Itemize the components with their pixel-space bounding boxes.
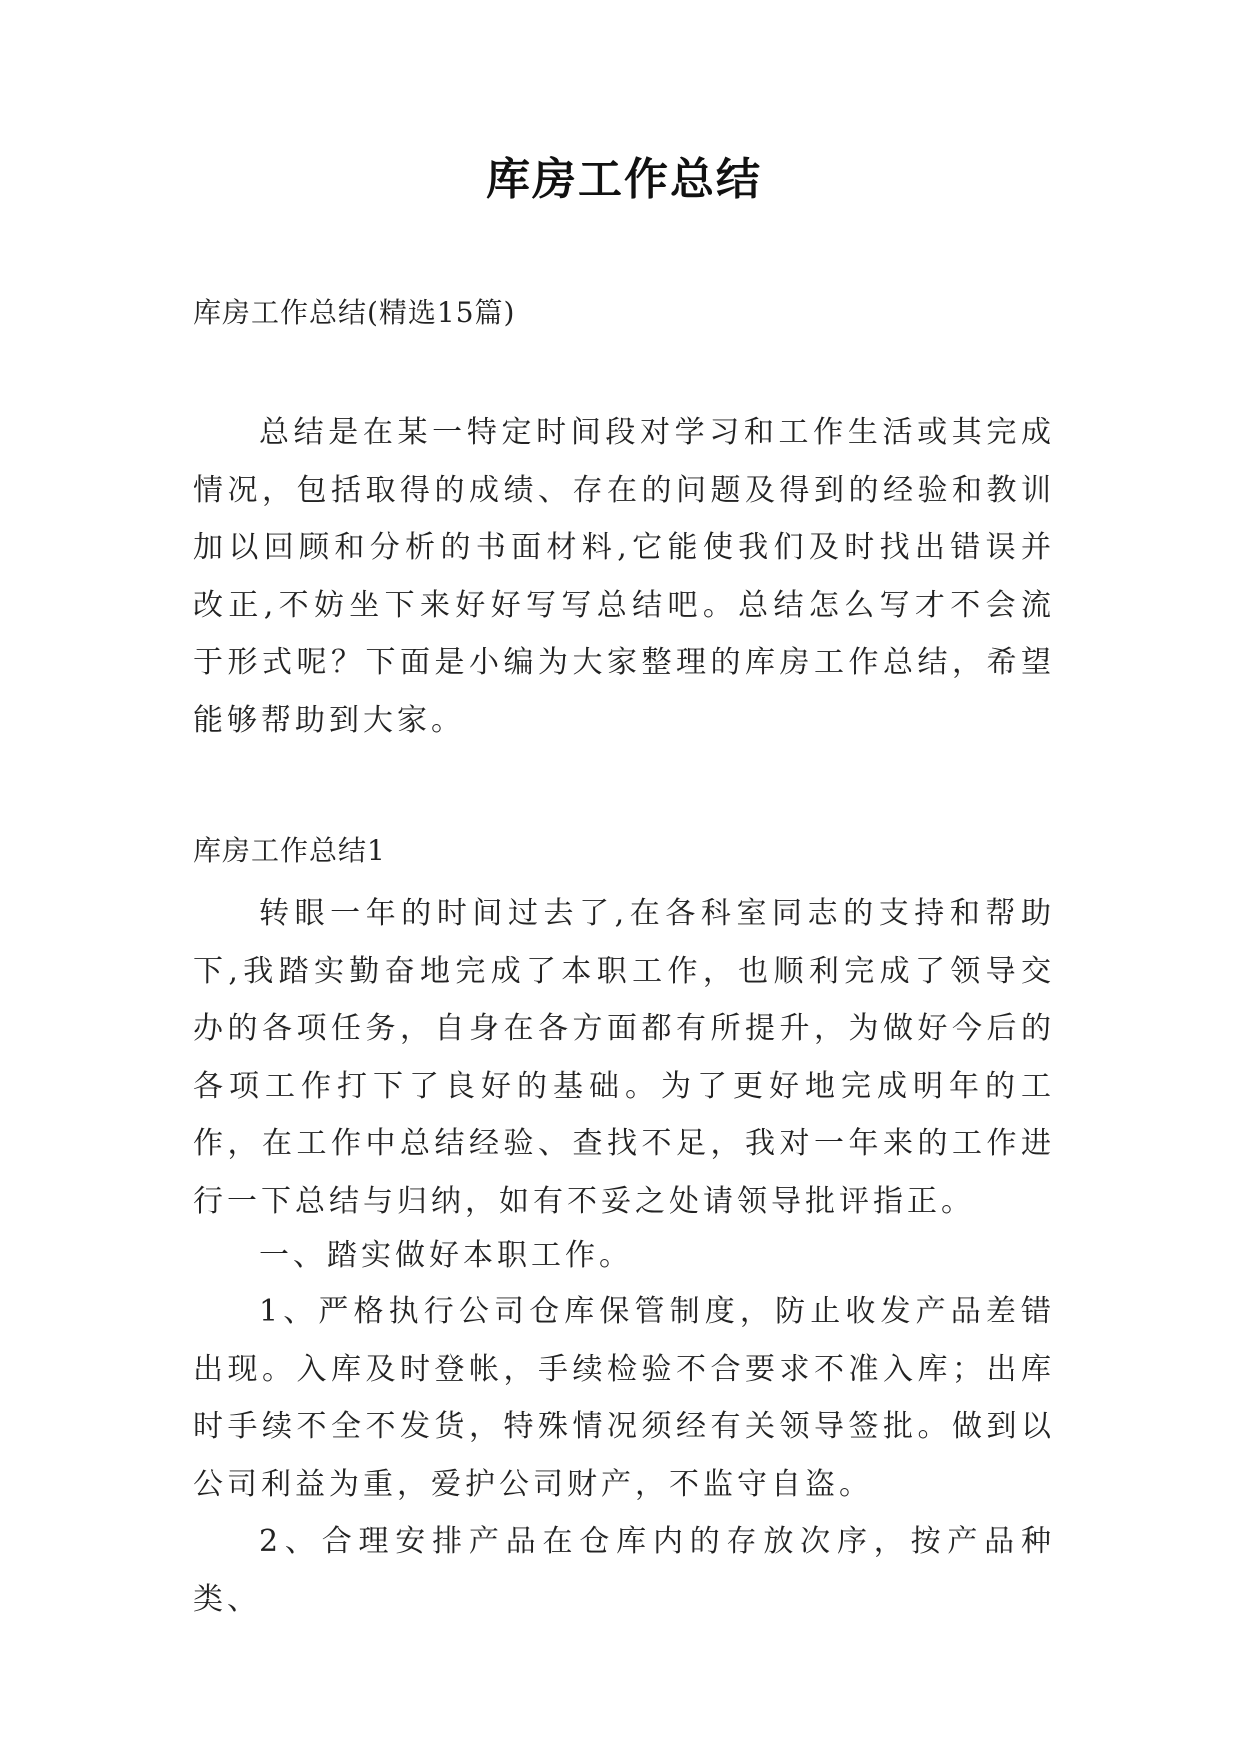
document-title: 库房工作总结 xyxy=(486,154,762,205)
body-paragraph: 转眼一年的时间过去了,在各科室同志的支持和帮助下,我踏实勤奋地完成了本职工作，也顺利完成了领导交办的各项任务，自身在各方面都有所提升，为做好今后的各项工作打下了良好的基础。为了更好地完成明年的工作，在工作中总结经验、查找不足，我对一年来的工作进行一下总结与归纳，如有不妥之处请领导批评指正。 xyxy=(193,896,1055,1219)
section-title: 库房工作总结1 xyxy=(193,834,386,867)
list-item: 2、合理安排产品在仓库内的存放次序，按产品种类、 xyxy=(193,1524,1055,1617)
list-heading: 一、踏实做好本职工作。 xyxy=(259,1238,633,1273)
document-subtitle: 库房工作总结(精选15篇) xyxy=(193,296,516,329)
intro-paragraph: 总结是在某一特定时间段对学习和工作生活或其完成情况，包括取得的成绩、存在的问题及得到的经验和教训加以回顾和分析的书面材料,它能使我们及时找出错误并改正,不妨坐下来好好写写总结吧。总结怎么写才不会流于形式呢？下面是小编为大家整理的库房工作总结，希望能够帮助到大家。 xyxy=(193,415,1055,738)
list-item: 1、严格执行公司仓库保管制度，防止收发产品差错出现。入库及时登帐，手续检验不合要求不准入库；出库时手续不全不发货，特殊情况须经有关领导签批。做到以公司利益为重，爱护公司财产，不监守自盗。 xyxy=(193,1294,1055,1502)
document-page xyxy=(193,0,1055,1754)
